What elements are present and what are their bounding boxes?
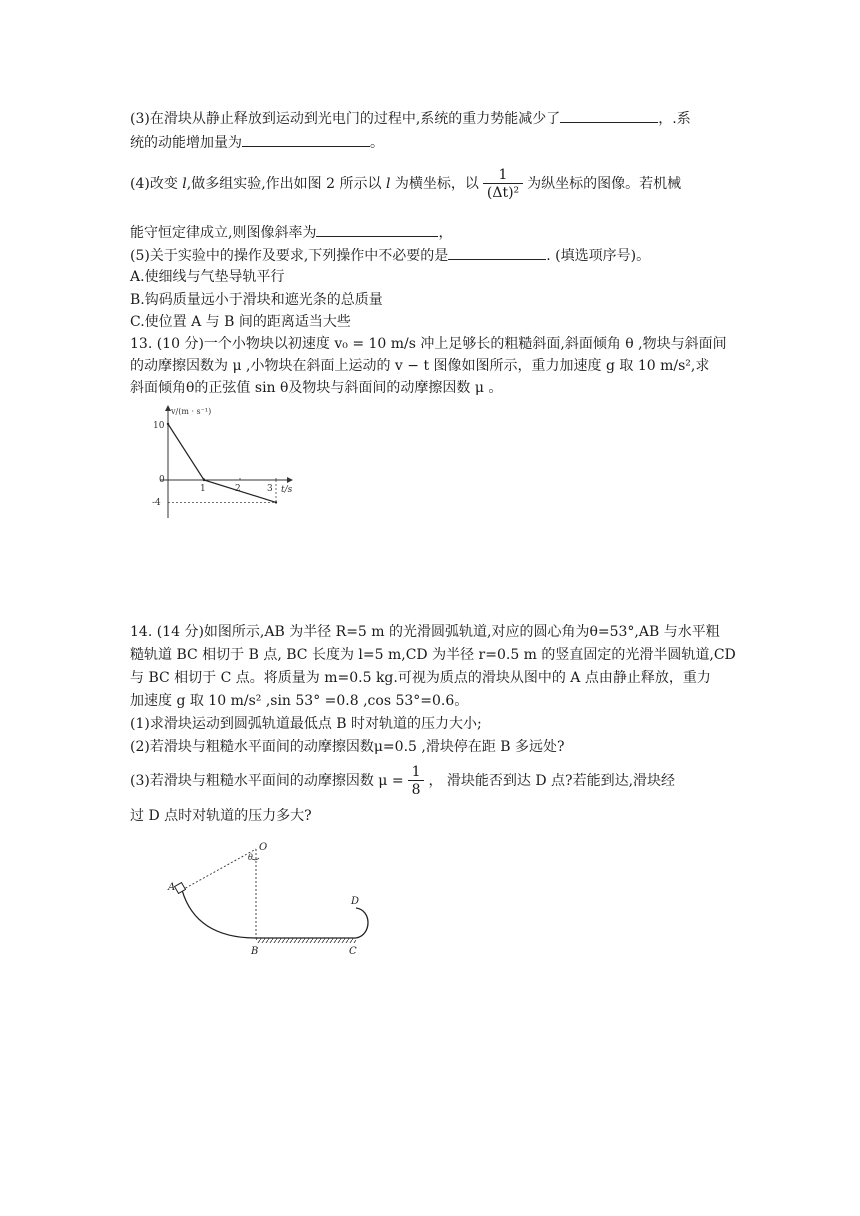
q14-line4: 加速度 g 取 10 m/s² ,sin 53° =0.8 ,cos 53°=0.6。 bbox=[130, 693, 469, 709]
q14-line1: 14. (14 分)如图所示,AB 为半径 R=5 m 的光滑圆弧轨道,对应的圆心角为θ=53°,AB 与水平粗 bbox=[130, 624, 720, 640]
label-a: A bbox=[168, 882, 176, 893]
q12-part5-text-b: . (填选项序号)。 bbox=[546, 248, 651, 264]
label-theta: θ bbox=[248, 853, 253, 862]
semicircle-track-cd bbox=[356, 908, 368, 938]
guide-lines bbox=[168, 478, 276, 502]
q12-part4-text-d: 为纵坐标的图像。若机械 bbox=[527, 176, 682, 192]
q13-line1: 13. (10 分)一个小物块以初速度 v₀ = 10 m/s 冲上足够长的粗糙斜面,斜面倾角 θ ,物块与斜面间 bbox=[130, 336, 727, 352]
fraction-denominator: 8 bbox=[411, 781, 421, 798]
q14-sub3-line2: 过 D 点时对轨道的压力多大? bbox=[130, 808, 312, 824]
q13-line2: 的动摩擦因数为 μ ,小物块在斜面上运动的 v − t 图像如图所示，重力加速度 g 取 10 m/s²,求 bbox=[130, 358, 710, 374]
radius-oa bbox=[182, 849, 256, 890]
data-point bbox=[203, 479, 205, 481]
answer-blank[interactable] bbox=[560, 108, 658, 123]
fraction-1-over-dt2 bbox=[483, 167, 523, 202]
q12-part3-text-b: ，.系 bbox=[658, 111, 691, 127]
label-d: D bbox=[351, 896, 360, 907]
q14-sub2: (2)若滑块与粗糙水平面间的动摩擦因数μ=0.5 ,滑块停在距 B 多远处? bbox=[130, 739, 565, 755]
x-axis-label: t/s bbox=[281, 485, 293, 495]
q12-part3-line1 bbox=[130, 108, 740, 128]
q12-part5-text: (5)关于实验中的操作及要求,下列操作中不必要的是 bbox=[130, 248, 449, 264]
arc-track-ab bbox=[182, 890, 256, 938]
q12-part3-text-d: 。 bbox=[370, 135, 384, 151]
angle-arc bbox=[252, 858, 259, 860]
q13-line3: 斜面倾角θ的正弦值 sin θ及物块与斜面间的动摩擦因数 μ 。 bbox=[130, 380, 503, 396]
fraction-numerator: 1 bbox=[408, 764, 425, 781]
y-tick-label-10: 10 bbox=[153, 421, 165, 431]
answer-blank[interactable] bbox=[448, 245, 546, 260]
q12-part4-text: (4)改变 bbox=[130, 176, 183, 192]
q14-sub3-line1 bbox=[130, 760, 740, 802]
var-l: l bbox=[385, 176, 391, 192]
fraction-numerator: 1 bbox=[483, 167, 523, 184]
q12-part5-line bbox=[130, 245, 740, 265]
rough-surface-hatch bbox=[256, 938, 356, 943]
q14-sub3-text: (3)若滑块与粗糙水平面间的动摩擦因数 μ = bbox=[130, 773, 404, 789]
q14-sub3-text-b: ， 滑块能否到达 D 点?若能到达,滑块经 bbox=[428, 773, 676, 789]
velocity-line bbox=[168, 424, 276, 502]
var-l: l bbox=[182, 176, 187, 192]
label-o: O bbox=[259, 842, 268, 853]
x-tick-label-3: 3 bbox=[267, 484, 273, 494]
vt-chart bbox=[140, 400, 310, 525]
label-b: B bbox=[251, 946, 259, 957]
label-c: C bbox=[349, 946, 357, 957]
q12-part3-line2 bbox=[130, 132, 740, 152]
x-tick-label-2: 2 bbox=[235, 484, 241, 494]
data-point bbox=[167, 423, 169, 425]
option-a: A.使细线与气垫导轨平行 bbox=[130, 269, 285, 285]
track-diagram bbox=[160, 838, 380, 963]
y-axis-label: v/(m · s⁻¹) bbox=[171, 407, 212, 416]
option-c: C.使位置 A 与 B 间的距离适当大些 bbox=[130, 314, 351, 330]
y-tick-label-neg4: -4 bbox=[152, 498, 161, 508]
option-b: B.钩码质量远小于滑块和遮光条的总质量 bbox=[130, 292, 383, 308]
q14-line3: 与 BC 相切于 C 点。将质量为 m=0.5 kg.可视为质点的滑块从图中的 A 点由静止释放，重力 bbox=[130, 670, 711, 686]
q12-part4-text-c: 为横坐标，以 bbox=[390, 176, 479, 192]
series-line bbox=[167, 423, 277, 504]
q12-part4-line1 bbox=[130, 163, 740, 205]
fraction-denominator: (Δt)² bbox=[486, 184, 520, 201]
q12-part4-text-b: ,做多组实验,作出如图 2 所示以 bbox=[186, 176, 386, 192]
slider-block bbox=[175, 883, 186, 894]
data-point bbox=[275, 501, 277, 503]
q12-part4-text-e: 能守恒定律成立,则图像斜率为 bbox=[130, 225, 317, 241]
fraction-1-over-8 bbox=[408, 764, 425, 799]
q14-line2: 糙轨道 BC 相切于 B 点, BC 长度为 l=5 m,CD 为半径 r=0.5 m 的竖直固定的光滑半圆轨道,CD bbox=[130, 647, 736, 663]
x-tick-label-1: 1 bbox=[200, 484, 206, 494]
answer-blank[interactable] bbox=[316, 222, 438, 237]
y-tick-label-0: 0 bbox=[159, 475, 165, 485]
q12-part3-text: (3)在滑块从静止释放到运动到光电门的过程中,系统的重力势能减少了 bbox=[130, 111, 561, 127]
answer-blank[interactable] bbox=[242, 132, 370, 147]
q12-part3-text-c: 统的动能增加量为 bbox=[130, 135, 242, 151]
q14-sub1: (1)求滑块运动到圆弧轨道最低点 B 时对轨道的压力大小; bbox=[130, 716, 482, 732]
q12-part4-line2 bbox=[130, 222, 740, 242]
q12-part4-text-f: ， bbox=[438, 225, 453, 241]
